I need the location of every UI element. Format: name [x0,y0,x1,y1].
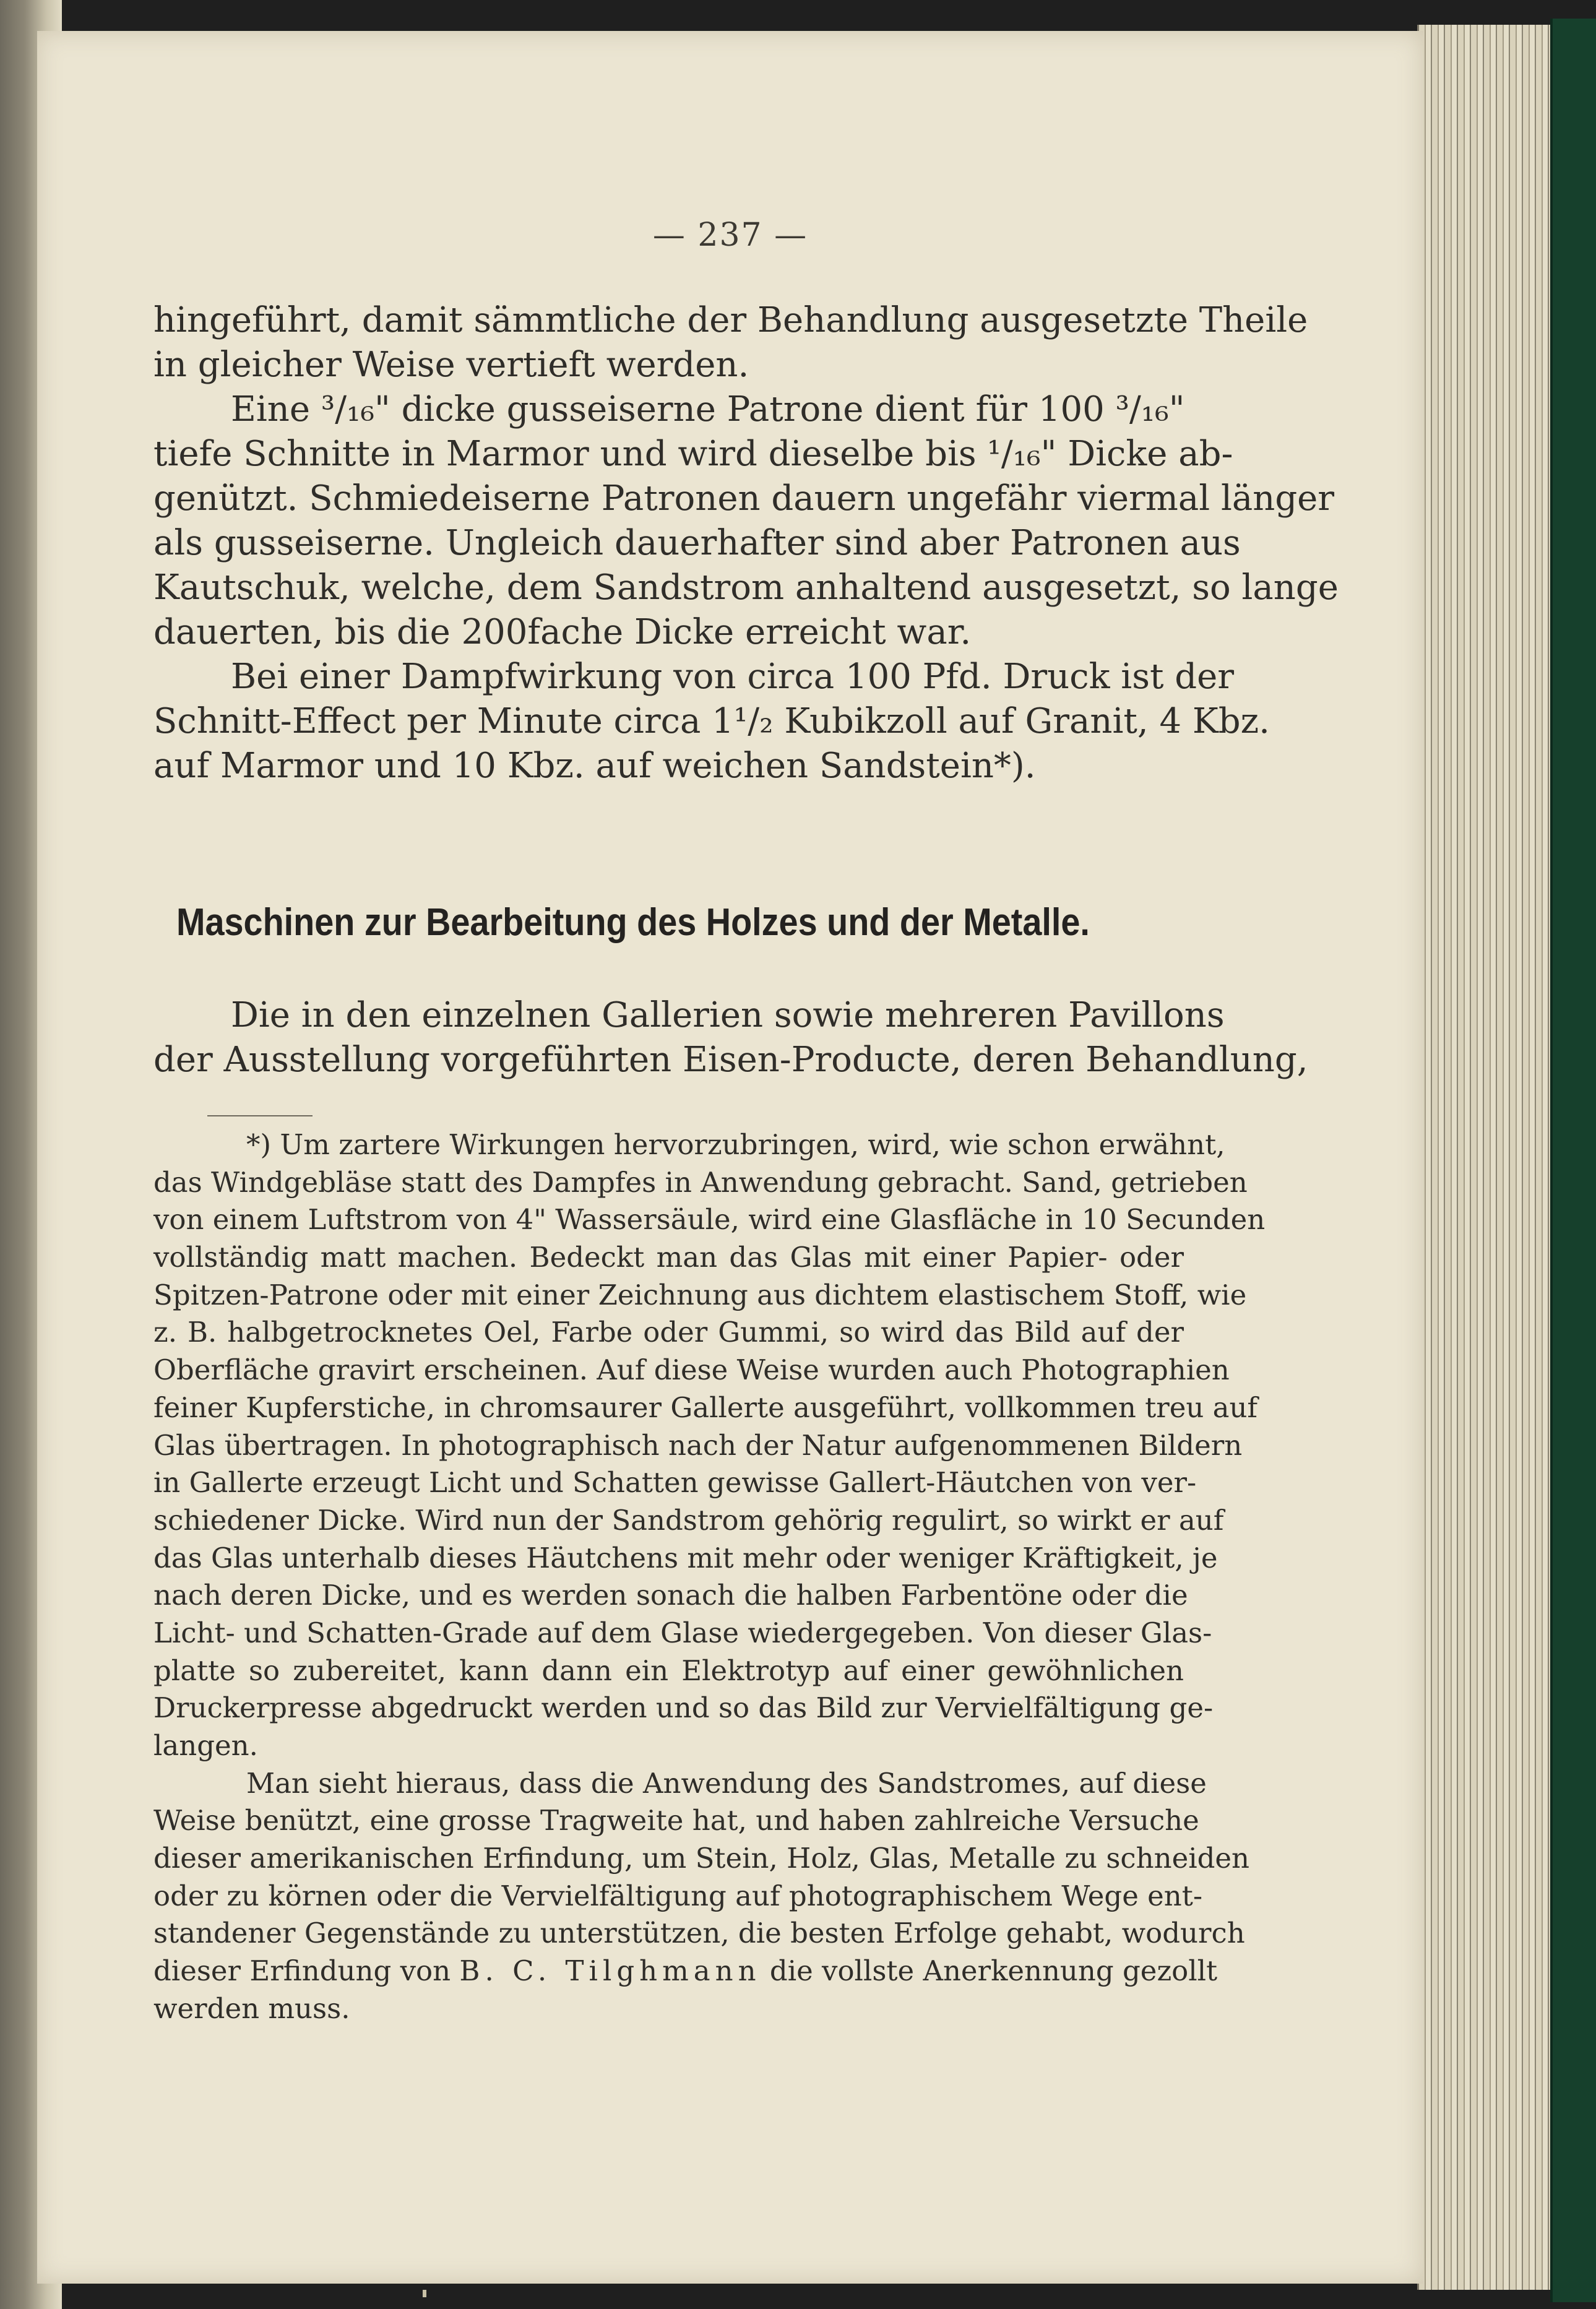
page-number: — 237 — [652,217,808,254]
text-line: auf Marmor und 10 Kbz. auf weichen Sandstein*). [153,746,1036,786]
page-edges [1417,25,1555,2290]
footnote-line: dieser amerikanischen Erfindung, um Stein, Holz, Glas, Metalle zu schneiden [153,1842,1250,1875]
footnote-line: langen. [153,1729,258,1762]
inventor-name: B. C. Tilghmann [459,1954,761,1988]
section-heading: Maschinen zur Bearbeitung des Holzes und der Metalle. [176,901,1090,944]
section-paragraph [153,993,1308,1082]
footnote-line: Druckerpresse abgedruckt werden und so das Bild zur Vervielfältigung ge- [153,1691,1214,1725]
text-line: der Ausstellung vorgeführten Eisen-Producte, deren Behandlung, [153,1040,1308,1080]
footnote-line: standener Gegenstände zu unterstützen, die besten Erfolge gehabt, wodurch [153,1917,1245,1950]
text-line: genützt. Schmiedeiserne Patronen dauern ungefähr viermal länger [153,478,1335,519]
footnote-line: das Windgebläse statt des Dampfes in Anwendung gebracht. Sand, getrieben [153,1165,1248,1199]
footnote-line: platte so zubereitet, kann dann ein Elektrotyp auf einer gewöhnlichen [153,1654,1184,1687]
footnote-fragment: die vollste Anerkennung gezollt [761,1954,1218,1988]
footnote-line: werden muss. [153,1992,350,2025]
footnote-line: schiedener Dicke. Wird nun der Sandstrom gehörig regulirt, so wirkt er auf [153,1503,1224,1537]
footnote-line: *) Um zartere Wirkungen hervorzubringen, wird, wie schon erwähnt, [246,1128,1225,1161]
footnote-line: das Glas unterhalb dieses Häutchens mit mehr oder weniger Kräftigkeit, je [153,1541,1218,1574]
footnote-line: Glas übertragen. In photographisch nach der Natur aufgenommenen Bildern [153,1428,1243,1462]
text-line: Schnitt-Effect per Minute circa 1¹/₂ Kubikzoll auf Granit, 4 Kbz. [153,701,1270,741]
footnote-line: Spitzen-Patrone oder mit einer Zeichnung aus dichtem elastischem Stoff, wie [153,1278,1247,1311]
body-paragraphs [153,298,1339,788]
footnote [153,1126,1266,2028]
footnote-line [153,1953,1218,1990]
book-cover [1550,19,1596,2302]
scan-mark [423,2290,426,2297]
text-line: Eine ³/₁₆" dicke gusseiserne Patrone dient für 100 ³/₁₆" [231,389,1185,429]
book-page [37,31,1423,2284]
footnote-line: vollständig matt machen. Bedeckt man das Glas mit einer Papier- oder [153,1241,1184,1274]
footnote-line: nach deren Dicke, und es werden sonach die halben Farbentöne oder die [153,1579,1188,1612]
footnote-rule [207,1115,313,1116]
footnote-fragment: dieser Erfindung von [153,1954,460,1988]
footnote-line: Man sieht hieraus, dass die Anwendung des Sandstromes, auf diese [246,1766,1207,1800]
footnote-line: oder zu körnen oder die Vervielfältigung auf photographischem Wege ent- [153,1879,1203,1912]
footnote-line: Licht- und Schatten-Grade auf dem Glase wiedergegeben. Von dieser Glas- [153,1616,1212,1649]
text-line: dauerten, bis die 200fache Dicke erreicht war. [153,612,972,652]
text-line: Bei einer Dampfwirkung von circa 100 Pfd. Druck ist der [231,657,1235,697]
text-line: als gusseiserne. Ungleich dauerhafter sind aber Patronen aus [153,523,1241,563]
footnote-line: Weise benützt, eine grosse Tragweite hat, und haben zahlreiche Versuche [153,1804,1199,1837]
footnote-line: in Gallerte erzeugt Licht und Schatten gewisse Gallert-Häutchen von ver- [153,1466,1197,1500]
text-line: hingeführt, damit sämmtliche der Behandlung ausgesetzte Theile [153,300,1308,340]
footnote-line: von einem Luftstrom von 4" Wassersäule, wird eine Glasfläche in 10 Secunden [153,1203,1266,1237]
text-line: tiefe Schnitte in Marmor und wird dieselbe bis ¹/₁₆" Dicke ab- [153,434,1233,474]
text-line: Die in den einzelnen Gallerien sowie mehreren Pavillons [231,995,1225,1035]
text-line: in gleicher Weise vertieft werden. [153,345,749,385]
text-line: Kautschuk, welche, dem Sandstrom anhaltend ausgesetzt, so lange [153,568,1339,608]
footnote-line: Oberfläche gravirt erscheinen. Auf diese Weise wurden auch Photographien [153,1353,1230,1387]
footnote-line: feiner Kupferstiche, in chromsaurer Gallerte ausgeführt, vollkommen treu auf [153,1391,1258,1424]
footnote-line: z. B. halbgetrocknetes Oel, Farbe oder Gummi, so wird das Bild auf der [153,1316,1184,1349]
